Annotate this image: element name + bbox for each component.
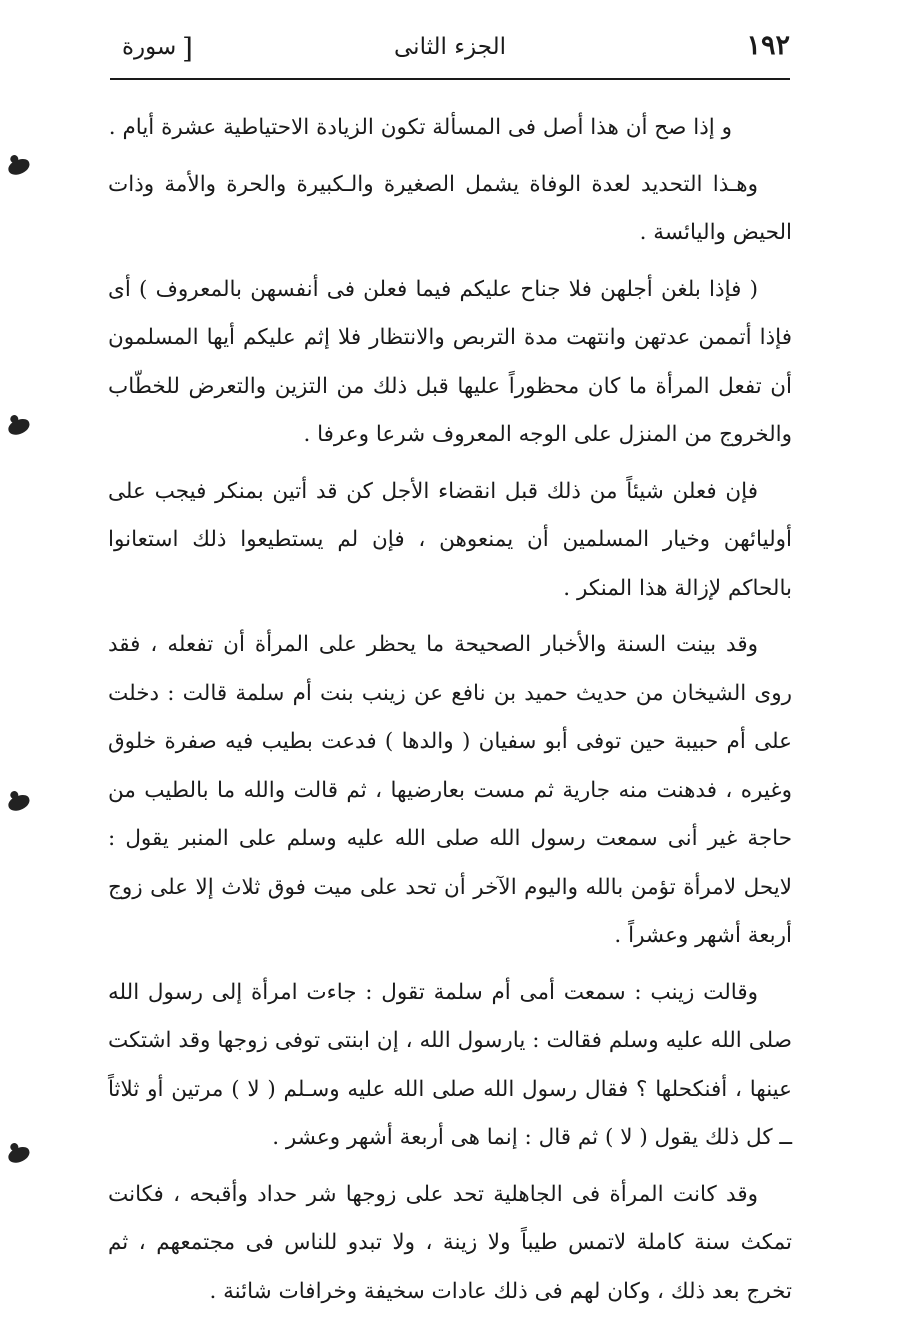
header-rule	[110, 78, 790, 80]
margin-ink-mark	[6, 157, 31, 177]
paragraph-4: فإن فعلن شيئاً من ذلك قبل انقضاء الأجل كن قد أتين بمنكر فيجب على أوليائهن وخيار المسلمين أن يمنعوهن ، فإن لم يستطيعوا ذلك استعانوا بالحاكم لإزالة هذا المنكر .	[108, 478, 792, 601]
body-text	[108, 104, 792, 1324]
margin-ink-mark	[6, 793, 31, 813]
paragraph-3: ( فإذا بلغن أجلهن فلا جناح عليكم فيما فعلن فى أنفسهن بالمعروف ) أى فإذا أتممن عدتهن وانتهت مدة التربص والانتظار فلا إثم عليكم أيها المسلمون أن تفعل المرأة ما كان محظوراً عليها قبل ذلك من التزين والتعرض للخطّاب والخروج من المنزل على الوجه المعروف شرعا وعرفا .	[108, 276, 792, 447]
surah-label: سورة	[122, 34, 177, 60]
paragraph-1: و إذا صح أن هذا أصل فى المسألة تكون الزيادة الاحتياطية عشرة أيام .	[108, 115, 732, 140]
margin-ink-mark	[6, 1145, 31, 1165]
paragraph-7: وقد كانت المرأة فى الجاهلية تحد على زوجها شر حداد وأقبحه ، فكانت تمكث سنة كاملة لاتمس طيباً ولا زينة ، ولا تبدو للناس فى مجتمعهم ، ثم تخرج بعد ذلك ، وكان لهم فى ذلك عادات سخيفة وخرافات شائنة .	[108, 1181, 792, 1304]
margin-ink-mark	[6, 417, 31, 437]
page-header	[110, 30, 790, 74]
header-bracket: [	[182, 32, 193, 65]
paragraph-6: وقالت زينب : سمعت أمى أم سلمة تقول : جاءت امرأة إلى رسول الله صلى الله عليه وسلم فقالت : يارسول الله ، إن ابنتى توفى زوجها وقد اشتكت عينها ، أفنكحلها ؟ فقال رسول الله صلى الله عليه وسـلم ( لا ) مرتين أو ثلاثاً ــ كل ذلك يقول ( لا ) ثم قال : إنما هى أربعة أشهر وعشر .	[108, 979, 792, 1150]
paragraph-5: وقد بينت السنة والأخبار الصحيحة ما يحظر على المرأة أن تفعله ، فقد روى الشيخان من حديث حميد بن نافع عن زينب بنت أم سلمة قالت : دخلت على أم حبيبة حين توفى أبو سفيان ( والدها ) فدعت بطيب فيه صفرة خلوق وغيره ، فدهنت منه جارية ثم مست بعارضيها ، ثم قالت والله ما بالطيب من حاجة غير أنى سمعت رسول الله صلى الله عليه وسلم على المنبر يقول : لايحل لامرأة تؤمن بالله واليوم الآخر أن تحد على ميت فوق ثلاث إلا على زوج أربعة أشهر وعشراً .	[108, 632, 792, 948]
paragraph-2: وهـذا التحديد لعدة الوفاة يشمل الصغيرة والـكبيرة والحرة والأمة وذات الحيض واليائسة .	[108, 171, 792, 245]
page-number: ١٩٢	[746, 30, 790, 61]
running-head: الجزء الثانى	[394, 34, 506, 60]
